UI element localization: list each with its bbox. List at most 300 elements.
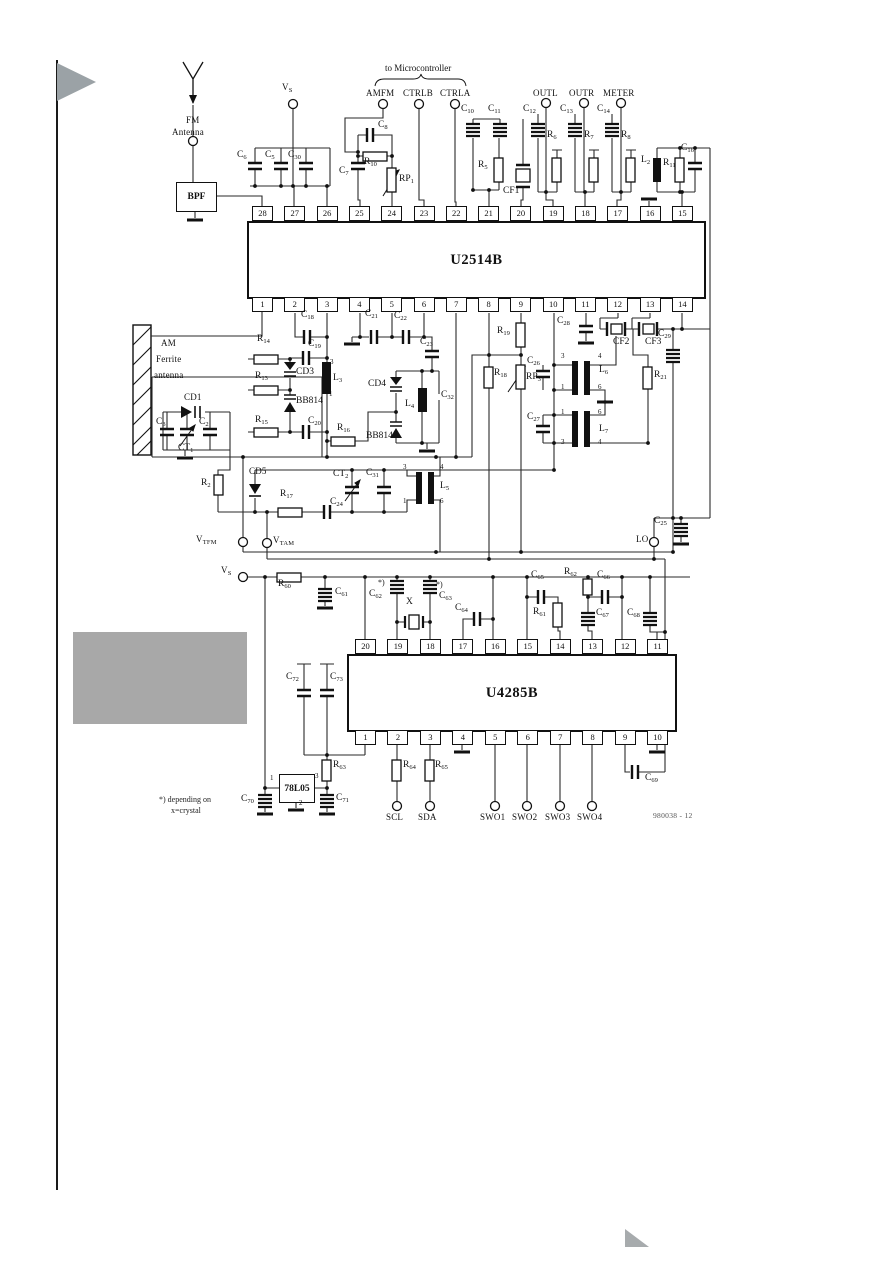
junction-dot	[279, 184, 283, 188]
cap-C72: $C_{72}$	[286, 672, 299, 683]
junction-dot	[350, 510, 354, 514]
to-microcontroller-label: to Microcontroller	[385, 63, 452, 73]
xfmr-pin: 3	[330, 358, 334, 366]
junction-dot	[487, 188, 491, 192]
junction-dot	[323, 575, 327, 579]
res-R60: $R_{60}$	[278, 579, 291, 590]
ic-U2514B-label: U2514B	[450, 251, 503, 268]
res-R15: $R_{15}$	[255, 415, 268, 426]
junction-dot	[663, 630, 667, 634]
vs-label: $V_S$	[221, 565, 232, 577]
xfmr-pin: 4	[598, 352, 602, 360]
diode-BB814-1: BB814	[296, 396, 323, 406]
pin-13: 13	[640, 297, 661, 312]
pin-12: 12	[607, 297, 628, 312]
diode-CD1: CD1	[184, 392, 202, 402]
res-R63: $R_{63}$	[333, 760, 346, 771]
junction-dot	[325, 455, 329, 459]
cap-C25: $C_{25}$	[654, 516, 667, 527]
junction-dot	[304, 184, 308, 188]
pin-10: 10	[543, 297, 564, 312]
cap-C5: $C_5$	[265, 150, 275, 161]
cap-C23: $C_{23}$	[420, 337, 433, 348]
junction-dot	[525, 595, 529, 599]
junction-dot	[491, 575, 495, 579]
junction-dot	[428, 620, 432, 624]
junction-dot	[288, 357, 292, 361]
pin-18: 18	[420, 639, 441, 654]
ic-U4285B	[347, 654, 677, 732]
junction-dot	[652, 557, 656, 561]
amfm-label: AMFM	[366, 88, 395, 98]
am-antenna-label-1: AM	[161, 338, 176, 348]
junction-dot	[325, 356, 329, 360]
reg-pin: 3	[315, 772, 319, 780]
filter-CF1: CF1	[503, 186, 520, 196]
cap-C8: $C_8$	[378, 120, 388, 131]
fm-antenna-label-1: FM	[186, 115, 200, 125]
cap-C18: $C_{18}$	[301, 310, 314, 321]
res-R8: $R_8$	[621, 130, 631, 141]
ic-U2514B	[247, 221, 706, 299]
junction-dot	[671, 516, 675, 520]
junction-dot	[680, 327, 684, 331]
pin-1: 1	[355, 730, 376, 745]
junction-dot	[491, 617, 495, 621]
junction-dot	[265, 510, 269, 514]
pot-RP3: $RP_3$	[526, 372, 541, 383]
cap-C19: $C_{19}$	[308, 339, 321, 350]
pin-14: 14	[672, 297, 693, 312]
capacitor-plates-double	[318, 589, 332, 601]
scl-label: SCL	[386, 812, 404, 822]
xfmr-pin: 6	[598, 408, 602, 416]
pin-17: 17	[607, 206, 628, 221]
pin-1: 1	[252, 297, 273, 312]
junction-dot	[288, 388, 292, 392]
outl-label: OUTL	[533, 88, 558, 98]
capacitor-plates-double	[666, 350, 680, 362]
swo2-label: SWO2	[512, 812, 538, 822]
am-antenna-label-3: antenna	[154, 370, 184, 380]
junction-dot	[619, 190, 623, 194]
junction-dot	[586, 575, 590, 579]
pin-28: 28	[252, 206, 273, 221]
am-ferrite-antenna-icon	[133, 325, 151, 455]
pin-5: 5	[485, 730, 506, 745]
cap-C68: $C_{68}$	[627, 608, 640, 619]
capacitor-plates	[632, 765, 638, 779]
regulator-label: 78L05	[284, 783, 310, 794]
pin-18: 18	[575, 206, 596, 221]
drawing-number: 980038 - 12	[653, 811, 693, 820]
pin-22: 22	[446, 206, 467, 221]
junction-dot	[434, 455, 438, 459]
junction-dot	[428, 575, 432, 579]
note-line-2: x=crystal	[171, 806, 201, 815]
pin-9: 9	[510, 297, 531, 312]
bpf-label: BPF	[187, 192, 206, 202]
pin-4: 4	[349, 297, 370, 312]
junction-dot	[552, 413, 556, 417]
pin-8: 8	[582, 730, 603, 745]
pin-7: 7	[550, 730, 571, 745]
junction-dot	[395, 620, 399, 624]
u2514b-bottom-pins	[252, 297, 692, 312]
cap-C62: $C_{62}$	[369, 589, 382, 600]
cap-C6: $C_6$	[237, 150, 247, 161]
capacitor-plates-double	[643, 613, 657, 625]
pin-20: 20	[510, 206, 531, 221]
junction-dot	[325, 430, 329, 434]
pin-9: 9	[615, 730, 636, 745]
pin-6: 6	[414, 297, 435, 312]
res-R13: $R_{13}$	[255, 371, 268, 382]
pot-RP1: $RP_1$	[399, 174, 414, 185]
cap-C28: $C_{28}$	[557, 316, 570, 327]
brace-icon	[375, 74, 466, 86]
xfmr-pin: 3	[403, 463, 407, 471]
junction-dot	[263, 575, 267, 579]
pin-14: 14	[550, 639, 571, 654]
pin-15: 15	[672, 206, 693, 221]
xfmr-pin: 6	[440, 497, 444, 505]
res-R62: $R_{62}$	[564, 567, 577, 578]
res-R17: $R_{17}$	[280, 489, 293, 500]
cap-C31: $C_{31}$	[366, 468, 379, 479]
capacitor-plates-double	[390, 581, 404, 593]
cap-C12: $C_{12}$	[523, 104, 536, 115]
xfmr-pin: 3	[561, 352, 565, 360]
swo4-label: SWO4	[577, 812, 603, 822]
junction-dot	[583, 190, 587, 194]
filter-CF2: CF2	[613, 337, 630, 347]
vtfm-label: $V_{TFM}$	[196, 534, 217, 546]
capacitor-plates	[536, 426, 550, 432]
xfmr-pin: 4	[598, 438, 602, 446]
junction-dot	[671, 327, 675, 331]
cap-C73: $C_{73}$	[330, 672, 343, 683]
pin-15: 15	[517, 639, 538, 654]
junction-dot	[253, 184, 257, 188]
capacitor-plates	[688, 163, 702, 169]
top-left-triangle-icon	[57, 63, 96, 101]
junction-dot	[552, 468, 556, 472]
diode-BB814-2: BB814	[366, 431, 393, 441]
cap-C7: $C_7$	[339, 166, 349, 177]
res-R10: $R_{10}$	[364, 157, 377, 168]
junction-dot	[544, 190, 548, 194]
pin-2: 2	[284, 297, 305, 312]
ctrla-label: CTRLA	[440, 88, 471, 98]
res-R14: $R_{14}$	[257, 334, 270, 345]
cap-C32: $C_{32}$	[441, 390, 454, 401]
ind-L6: $L_6$	[599, 365, 609, 376]
junction-dot	[394, 410, 398, 414]
junction-dot	[519, 550, 523, 554]
junction-dot	[586, 595, 590, 599]
lo-label: LO	[636, 534, 649, 544]
cap-C2: $C_2$	[199, 417, 209, 428]
capacitor-plates-double	[493, 124, 507, 136]
pin-6: 6	[517, 730, 538, 745]
junction-dot	[390, 335, 394, 339]
junction-dot	[356, 154, 360, 158]
capacitor-plates-double	[581, 613, 595, 625]
capacitor-plates	[320, 690, 334, 696]
cap-C14: $C_{14}$	[597, 104, 610, 115]
junction-dot	[382, 510, 386, 514]
junction-dot	[454, 455, 458, 459]
capacitor-plates	[160, 429, 174, 435]
star-1: *)	[378, 578, 385, 587]
junction-dot	[325, 335, 329, 339]
pin-25: 25	[349, 206, 370, 221]
junction-dot	[430, 369, 434, 373]
cap-C21: $C_{21}$	[365, 309, 378, 320]
junction-dot	[325, 753, 329, 757]
diode-CD5: CD5	[249, 466, 267, 476]
capacitor-plates	[203, 429, 217, 435]
trim-CT2: $CT_2$	[333, 469, 349, 480]
junction-dot	[390, 154, 394, 158]
junction-dot	[525, 575, 529, 579]
u4285b-bottom-pins	[355, 730, 685, 745]
xfmr-pin: 1	[329, 390, 333, 398]
cap-C63: $C_{63}$	[439, 591, 452, 602]
capacitor-plates-double	[423, 581, 437, 593]
reg-pin: 2	[299, 799, 303, 807]
ctrlb-label: CTRLB	[403, 88, 434, 98]
cap-C30: $C_{30}$	[288, 150, 301, 161]
capacitor-plates	[538, 590, 544, 604]
pin-3: 3	[420, 730, 441, 745]
ind-L4: $L_4$	[405, 399, 415, 410]
note-line-1: *) depending on	[159, 795, 211, 804]
junction-dot	[263, 786, 267, 790]
fm-antenna-icon	[183, 62, 203, 104]
cap-C65: $C_{65}$	[531, 570, 544, 581]
pin-2: 2	[387, 730, 408, 745]
xfmr-pin: 6	[598, 383, 602, 391]
junction-dot	[363, 575, 367, 579]
bpf-block	[176, 182, 217, 212]
cap-C22: $C_{22}$	[394, 311, 407, 322]
ind-L5: $L_5$	[440, 481, 450, 492]
star-2: *)	[436, 580, 443, 589]
junction-dot	[325, 439, 329, 443]
xfmr-pin: 1	[561, 383, 565, 391]
junction-dot	[253, 510, 257, 514]
cap-C61: $C_{61}$	[335, 587, 348, 598]
pin-7: 7	[446, 297, 467, 312]
junction-dot	[552, 363, 556, 367]
ind-L3: $L_3$	[333, 373, 343, 384]
capacitor-plates	[180, 429, 194, 435]
xfmr-pin: 1	[403, 497, 407, 505]
capacitor-plates	[579, 326, 593, 332]
capacitor-plates-double	[605, 124, 619, 136]
cap-C13: $C_{13}$	[560, 104, 573, 115]
capacitor-plates	[367, 128, 373, 142]
pin-20: 20	[355, 639, 376, 654]
pin-27: 27	[284, 206, 305, 221]
pin-19: 19	[387, 639, 408, 654]
capacitor-plates	[345, 487, 359, 493]
cap-C67: $C_{67}$	[596, 608, 609, 619]
swo3-label: SWO3	[545, 812, 571, 822]
cap-C10: $C_{10}$	[461, 104, 474, 115]
bottom-right-triangle-icon	[625, 1229, 649, 1247]
res-R18: $R_{18}$	[494, 368, 507, 379]
res-R61: $R_{61}$	[533, 607, 546, 618]
pin-17: 17	[452, 639, 473, 654]
u2514b-top-pins	[252, 206, 692, 221]
junction-dot	[356, 150, 360, 154]
capacitor-plates-double	[466, 124, 480, 136]
junction-dot	[646, 441, 650, 445]
pin-12: 12	[615, 639, 636, 654]
capacitor-plates	[303, 351, 309, 365]
cap-C11: $C_{11}$	[488, 104, 501, 115]
capacitor-plates	[274, 163, 288, 169]
junction-dot	[434, 550, 438, 554]
res-R19: $R_{19}$	[497, 326, 510, 337]
pin-23: 23	[414, 206, 435, 221]
res-R21: $R_{21}$	[654, 370, 667, 381]
vs-top-label: $V_S$	[282, 82, 293, 94]
cap-C27: $C_{27}$	[527, 412, 540, 423]
pin-26: 26	[317, 206, 338, 221]
pin-11: 11	[575, 297, 596, 312]
capacitor-plates-double	[258, 795, 272, 807]
pin-3: 3	[317, 297, 338, 312]
junction-dot	[420, 441, 424, 445]
pin-13: 13	[582, 639, 603, 654]
pin-16: 16	[485, 639, 506, 654]
junction-dot	[679, 516, 683, 520]
diode-CD4: CD4	[368, 379, 386, 389]
res-R2: $R_2$	[201, 478, 211, 489]
ic-U4285B-label: U4285B	[485, 684, 539, 701]
filter-CF3: CF3	[645, 337, 662, 347]
cap-C20: $C_{20}$	[308, 416, 321, 427]
outr-label: OUTR	[569, 88, 595, 98]
junction-dot	[552, 441, 556, 445]
junction-dot	[241, 455, 245, 459]
ind-L7: $L_7$	[599, 424, 609, 435]
pin-16: 16	[640, 206, 661, 221]
junction-dot	[288, 430, 292, 434]
pin-19: 19	[543, 206, 564, 221]
junction-dot	[325, 786, 329, 790]
ind-L2: $L_2$	[641, 155, 651, 166]
regulator-block	[279, 774, 315, 803]
cap-C69: $C_{69}$	[645, 773, 658, 784]
cap-C70: $C_{70}$	[241, 794, 254, 805]
junction-dot	[620, 575, 624, 579]
res-R65: $R_{65}$	[435, 760, 448, 771]
capacitor-plates-double	[320, 795, 334, 807]
pin-24: 24	[381, 206, 402, 221]
cap-C24: $C_{24}$	[330, 497, 343, 508]
junction-dot	[519, 353, 523, 357]
vtam-label: $V_{TAM}$	[273, 535, 295, 547]
pin-4: 4	[452, 730, 473, 745]
junction-dot	[382, 468, 386, 472]
capacitor-plates	[299, 163, 313, 169]
junction-dot	[471, 188, 475, 192]
cap-C66: $C_{66}$	[597, 570, 610, 581]
junction-dot	[620, 595, 624, 599]
junction-dot	[678, 190, 682, 194]
capacitor-plates-double	[531, 124, 545, 136]
res-R7: $R_7$	[584, 130, 594, 141]
capacitor-plates	[371, 330, 377, 344]
junction-dot	[671, 550, 675, 554]
meter-label: METER	[603, 88, 635, 98]
reg-pin: 1	[270, 774, 274, 782]
pin-8: 8	[478, 297, 499, 312]
am-antenna-label-2: Ferrite	[156, 354, 182, 364]
pin-21: 21	[478, 206, 499, 221]
pin-10: 10	[647, 730, 668, 745]
junction-dot	[552, 388, 556, 392]
res-R16: $R_{16}$	[337, 423, 350, 434]
junction-dot	[487, 353, 491, 357]
cap-C29: $C_{29}$	[658, 329, 671, 340]
res-R11: $R_{11}$	[663, 158, 676, 169]
sda-label: SDA	[418, 812, 437, 822]
res-R6: $R_6$	[547, 130, 557, 141]
swo1-label: SWO1	[480, 812, 506, 822]
cap-C3: $C_3$	[156, 417, 166, 428]
trim-CT1: $CT_1$	[178, 443, 194, 454]
u4285b-top-pins	[355, 639, 685, 654]
junction-dot	[395, 575, 399, 579]
xfmr-pin: 1	[561, 408, 565, 416]
pin-11: 11	[647, 639, 668, 654]
capacitor-plates-double	[568, 124, 582, 136]
res-R64: $R_{64}$	[403, 760, 416, 771]
capacitor-plates	[474, 612, 480, 626]
capacitor-plates	[248, 163, 262, 169]
crystal-X: X	[406, 597, 413, 607]
xfmr-pin: 4	[440, 463, 444, 471]
capacitor-plates	[425, 351, 439, 357]
cap-C16: $C_{16}$	[681, 143, 694, 154]
capacitor-plates	[403, 330, 409, 344]
cap-C26: $C_{26}$	[527, 356, 540, 367]
junction-dot	[291, 184, 295, 188]
junction-dot	[487, 557, 491, 561]
junction-dot	[325, 184, 329, 188]
cap-C71: $C_{71}$	[336, 793, 349, 804]
junction-dot	[358, 335, 362, 339]
capacitor-plates	[351, 163, 365, 169]
xfmr-pin: 3	[561, 438, 565, 446]
capacitor-plates	[602, 590, 608, 604]
junction-dot	[420, 369, 424, 373]
pin-5: 5	[381, 297, 402, 312]
capacitor-plates	[297, 690, 311, 696]
capacitor-plates-double	[674, 524, 688, 536]
fm-antenna-label-2: Antenna	[172, 127, 204, 137]
cap-C64: $C_{64}$	[455, 603, 468, 614]
capacitor-plates	[377, 487, 391, 493]
diode-CD3: CD3	[296, 367, 314, 377]
junction-dot	[350, 468, 354, 472]
